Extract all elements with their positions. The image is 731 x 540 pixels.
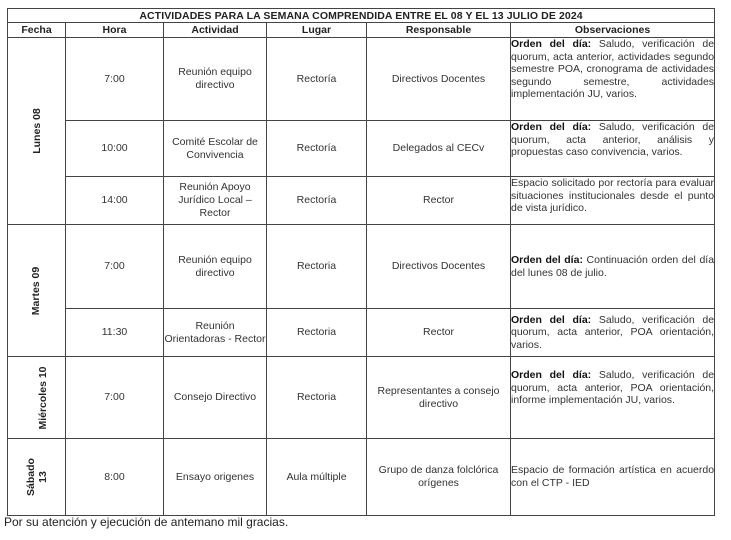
responsable-cell: Representantes a consejo directivo [367,357,511,439]
hora-cell: 8:00 [66,439,164,516]
table-title: ACTIVIDADES PARA LA SEMANA COMPRENDIDA ENTRE EL 08 Y EL 13 JULIO DE 2024 [8,9,715,23]
lugar-cell: Rectoría [267,38,367,121]
hora-cell: 11:30 [66,309,164,357]
hora-cell: 14:00 [66,177,164,225]
obs-bold: Orden del día: [511,313,592,326]
obs-text: Espacio de formación artística en acuerdo con el CTP - IED [511,464,715,489]
date-cell-miercoles [8,357,66,439]
table-row [8,38,715,121]
observaciones-cell [511,309,715,357]
closing-note: Por su atención y ejecución de antemano mil gracias. [4,515,289,529]
observaciones-cell [511,439,715,516]
lugar-cell: Rectoría [267,121,367,177]
lugar-cell: Rectoría [267,177,367,225]
date-label: Miércoles 10 [37,365,49,430]
lugar-cell: Rectoria [267,225,367,309]
date-label: Lunes 08 [30,108,43,154]
lugar-cell: Aula múltiple [267,439,367,516]
table-row [8,357,715,439]
actividad-cell: Ensayo origenes [164,439,267,516]
actividad-cell: Reunión equipo directivo [164,225,267,309]
table-row [8,309,715,357]
table-row [8,121,715,177]
actividad-cell: Consejo Directivo [164,357,267,439]
date-cell-sabado [8,439,66,516]
actividad-cell: Reunión Apoyo Jurídico Local – Rector [164,177,267,225]
obs-bold: Orden del día: [511,253,583,266]
obs-bold: Orden del día: [511,369,592,381]
date-cell-lunes [8,38,66,225]
responsable-cell: Rector [367,177,511,225]
hora-cell: 7:00 [66,38,164,121]
responsable-cell: Grupo de danza folclórica orígenes [367,439,511,516]
hora-cell: 7:00 [66,225,164,309]
header-hora: Hora [66,23,164,38]
obs-text: Espacio solicitado por rectoría para evaluar situaciones institucionales desde el punto de vista jurídico. [511,177,715,215]
observaciones-cell [511,38,715,121]
observaciones-cell [511,357,715,439]
obs-text: Saludo, verificación de quorum, acta anterior, POA orientación, informe implementación JU, varios. [511,369,715,407]
obs-bold: Orden del día: [511,38,592,50]
table-row [8,225,715,309]
header-lugar: Lugar [267,23,367,38]
table-row [8,439,715,516]
date-label: Sábado 13 [24,458,49,496]
header-actividad: Actividad [164,23,267,38]
observaciones-cell [511,121,715,177]
obs-text: Saludo, verificación de quorum, acta anterior, POA orientación, varios. [511,313,715,351]
header-fecha: Fecha [8,23,66,38]
header-observaciones: Observaciones [511,23,715,38]
date-cell-martes [8,225,66,357]
table-row [8,177,715,225]
actividad-cell: Reunión Orientadoras - Rector [164,309,267,357]
observaciones-cell [511,177,715,225]
responsable-cell: Delegados al CECv [367,121,511,177]
responsable-cell: Directivos Docentes [367,225,511,309]
actividad-cell: Reunión equipo directivo [164,38,267,121]
responsable-cell: Directivos Docentes [367,38,511,121]
obs-text: Saludo, verificación de quorum, acta anterior, actividades segundo semestre POA, cronograma de actividades segundo semestre, actividades implementación JU, varios. [511,38,715,101]
hora-cell: 10:00 [66,121,164,177]
hora-cell: 7:00 [66,357,164,439]
header-responsable: Responsable [367,23,511,38]
schedule-table [7,8,715,516]
lugar-cell: Rectoria [267,309,367,357]
responsable-cell: Rector [367,309,511,357]
obs-text: Saludo, verificación de quorum, acta anterior, análisis y propuestas caso convivencia, varios. [511,121,715,159]
actividad-cell: Comité Escolar de Convivencia [164,121,267,177]
obs-bold: Orden del día: [511,121,592,133]
observaciones-cell [511,225,715,309]
obs-text: Continuación orden del día del lunes 08 de julio. [511,253,715,279]
date-label: Martes 09 [30,266,43,315]
lugar-cell: Rectoria [267,357,367,439]
